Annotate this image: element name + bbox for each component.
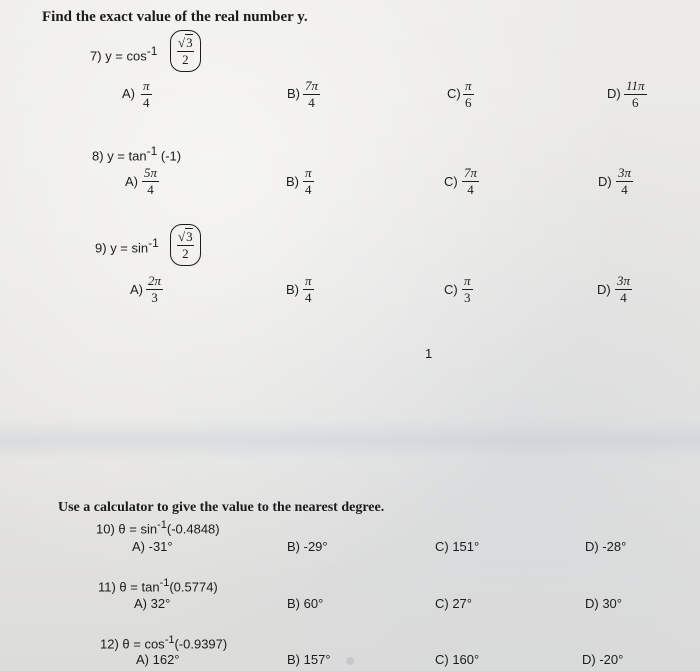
q7-label bbox=[90, 44, 157, 63]
q7-option-b-value[interactable]: $\frac{7\pi}{4}$ bbox=[305, 78, 319, 110]
q10-label bbox=[96, 519, 220, 536]
q8-option-d-value[interactable]: $\frac{3\pi}{4}$ bbox=[618, 165, 632, 197]
q9-option-b-value[interactable]: $\frac{\pi}{4}$ bbox=[305, 273, 312, 305]
q10-option-d[interactable]: D) -28° bbox=[585, 539, 627, 554]
q8-text: y = tan bbox=[107, 148, 147, 164]
q12-option-d[interactable]: D) -20° bbox=[582, 652, 624, 667]
q9-option-d-value[interactable]: $\frac{3\pi}{4}$ bbox=[617, 273, 631, 305]
q9-argument: $\frac{√3}{2}$ bbox=[170, 224, 201, 266]
q9-number: 9) bbox=[95, 240, 107, 256]
q7-option-c-letter[interactable]: C) bbox=[447, 86, 461, 101]
q8-option-b-letter[interactable]: B) bbox=[286, 174, 299, 189]
q9-option-a-value[interactable]: $\frac{2\pi}{3}$ bbox=[148, 273, 162, 305]
q11-prefix: 11) θ = tan bbox=[98, 579, 160, 595]
q8-number: 8) bbox=[92, 148, 104, 164]
q11-exponent: -1 bbox=[159, 577, 170, 589]
q11-option-b[interactable]: B) 60° bbox=[287, 596, 324, 611]
instruction-calculator: Use a calculator to give the value to the nearest degree. bbox=[58, 500, 385, 515]
q7-number: 7) bbox=[90, 48, 102, 64]
q10-option-b[interactable]: B) -29° bbox=[287, 539, 328, 554]
q8-argument: (-1) bbox=[160, 148, 182, 164]
q12-option-c[interactable]: C) 160° bbox=[435, 652, 480, 667]
q12-exponent: -1 bbox=[164, 634, 175, 646]
q9-option-d-letter[interactable]: D) bbox=[597, 282, 611, 297]
q9-option-c-value[interactable]: $\frac{\pi}{3}$ bbox=[464, 273, 471, 305]
q9-option-c-letter[interactable]: C) bbox=[444, 282, 458, 297]
photo-glare-band bbox=[0, 420, 700, 460]
q10-option-c[interactable]: C) 151° bbox=[435, 539, 480, 554]
q12-option-a[interactable]: A) 162° bbox=[136, 652, 180, 667]
q9-arg-denominator: 2 bbox=[182, 245, 189, 261]
q8-option-b-value[interactable]: $\frac{\pi}{4}$ bbox=[305, 165, 312, 197]
q9-option-b-letter[interactable]: B) bbox=[286, 282, 299, 297]
q7-option-d-value[interactable]: $\frac{11\pi}{6}$ bbox=[626, 78, 645, 110]
q7-option-a-value[interactable]: $\frac{\pi}{4}$ bbox=[143, 78, 150, 110]
smudge-dot bbox=[346, 657, 354, 665]
instruction-exact-value: Find the exact value of the real number y. bbox=[42, 9, 308, 25]
q7-arg-radicand: 3 bbox=[186, 34, 193, 50]
q11-option-c[interactable]: C) 27° bbox=[435, 596, 472, 611]
q11-option-d[interactable]: D) 30° bbox=[585, 596, 622, 611]
q9-lhs: y = sin bbox=[110, 240, 149, 256]
q8-option-a-value[interactable]: $\frac{5\pi}{4}$ bbox=[144, 165, 158, 197]
q7-exponent: -1 bbox=[146, 44, 158, 58]
q8-option-c-letter[interactable]: C) bbox=[444, 174, 458, 189]
q12-prefix: 12) θ = cos bbox=[100, 636, 165, 652]
q11-argument: (0.5774) bbox=[169, 579, 218, 595]
q8-exponent: -1 bbox=[146, 144, 158, 158]
q12-argument: (-0.9397) bbox=[174, 636, 228, 652]
q12-option-b[interactable]: B) 157° bbox=[287, 652, 331, 667]
q9-arg-radicand: 3 bbox=[186, 228, 193, 244]
q7-argument: $\frac{√3}{2}$ bbox=[170, 30, 201, 72]
q8-label bbox=[92, 144, 181, 163]
q8-option-a-letter[interactable]: A) bbox=[125, 174, 138, 189]
q8-option-d-letter[interactable]: D) bbox=[598, 174, 612, 189]
q9-exponent: -1 bbox=[148, 236, 159, 250]
q9-option-a-letter[interactable]: A) bbox=[130, 282, 143, 297]
q10-prefix: 10) θ = sin bbox=[96, 521, 158, 537]
q7-option-b-letter[interactable]: B) bbox=[287, 86, 300, 101]
q11-label bbox=[98, 577, 218, 594]
q12-label bbox=[100, 634, 227, 651]
q7-arg-denominator: 2 bbox=[182, 51, 189, 67]
page-mark: 1 bbox=[425, 346, 433, 361]
q7-lhs: y = cos bbox=[105, 48, 147, 64]
q7-option-d-letter[interactable]: D) bbox=[607, 86, 621, 101]
q10-argument: (-0.4848) bbox=[166, 521, 220, 537]
q7-option-c-value[interactable]: $\frac{\pi}{6}$ bbox=[465, 78, 472, 110]
q9-label bbox=[95, 236, 159, 255]
q7-option-a-letter[interactable]: A) bbox=[122, 86, 135, 101]
q10-exponent: -1 bbox=[157, 519, 167, 531]
q11-option-a[interactable]: A) 32° bbox=[134, 596, 171, 611]
q8-option-c-value[interactable]: $\frac{7\pi}{4}$ bbox=[464, 165, 478, 197]
q10-option-a[interactable]: A) -31° bbox=[132, 539, 173, 554]
